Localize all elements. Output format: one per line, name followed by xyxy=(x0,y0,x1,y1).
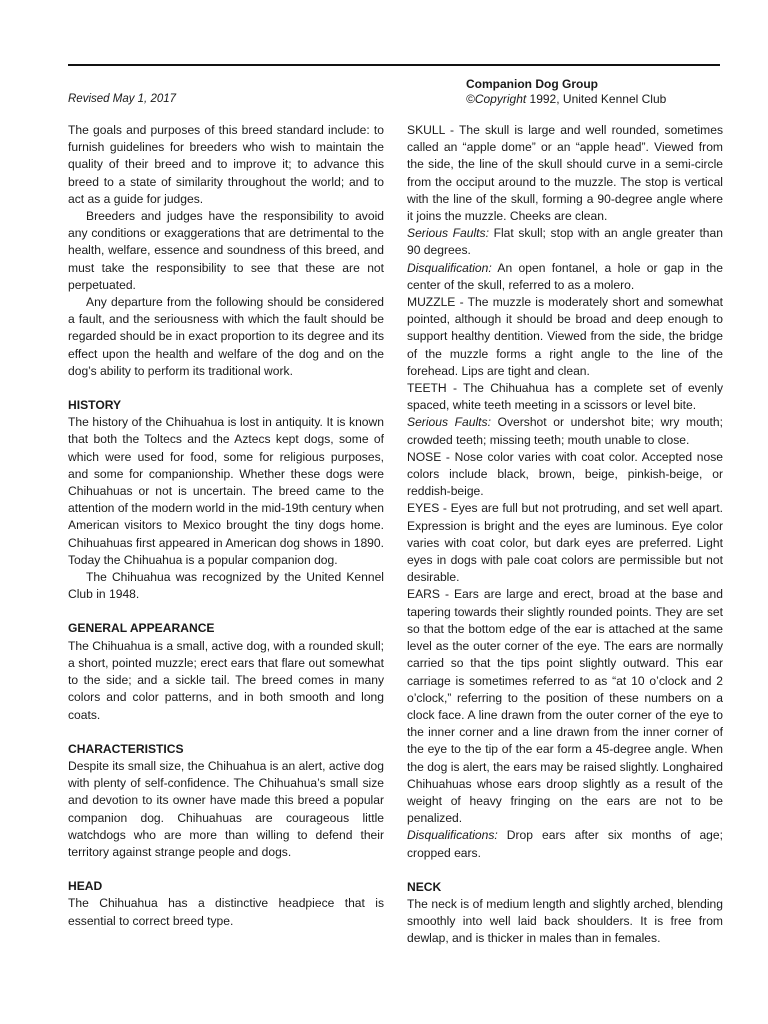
intro-paragraph-2: Breeders and judges have the responsibility to avoid any conditions or exaggerations that are detrimental to the health, welfare, essence and soundness of this breed, and must take the responsibility to see that these are not perpetuated. xyxy=(68,209,384,292)
teeth-faults-label: Serious Faults: xyxy=(407,415,491,430)
teeth-text: TEETH - The Chihuahua has a complete set of evenly spaced, white teeth meeting in a scissors or level bite. xyxy=(407,381,723,413)
teeth-faults xyxy=(407,414,723,448)
ears-disqualifications xyxy=(407,827,723,861)
skull-disq-text: An open fontanel, a hole or gap in the center of the skull, referred to as a molero. xyxy=(407,260,723,292)
muzzle-text: MUZZLE - The muzzle is moderately short and somewhat pointed, although it should be broad and deep enough to support healthy dentition. Viewed from the side, the bridge of the muzzle forms a right angle to the line of the forehead. Lips are tight and clean. xyxy=(407,295,723,378)
intro-paragraph-3: Any departure from the following should be considered a fault, and the seriousness with which the fault should be regarded should be in exact proportion to its degree and its effect upon the health and welfare of the dog and on the dog’s ability to perform its traditional work. xyxy=(68,295,384,378)
neck-heading: NECK xyxy=(407,879,442,894)
right-column xyxy=(407,122,723,948)
intro-paragraph-1: The goals and purposes of this breed standard include: to furnish guidelines for breeders who wish to maintain the quality of their breed and to improve it; to advance this breed to a state of similarity throughout the world; and to act as a guide for judges. xyxy=(68,123,384,206)
history-paragraph-2: The Chihuahua was recognized by the United Kennel Club in 1948. xyxy=(68,570,384,602)
general-appearance-heading: GENERAL APPEARANCE xyxy=(68,621,215,636)
copyright-line xyxy=(466,92,666,107)
group-name: Companion Dog Group xyxy=(466,77,598,91)
general-appearance-text: The Chihuahua is a small, active dog, with a rounded skull; a short, pointed muzzle; erect ears that flare out somewhat to the side; and a sickle tail. The breed comes in many colors and color patterns, and in both smooth and long coats. xyxy=(68,638,384,722)
skull-faults-label: Serious Faults: xyxy=(407,226,489,241)
ears-disq-label: Disqualifications: xyxy=(407,828,498,843)
neck-text: The neck is of medium length and slightly arched, blending smoothly into well laid back shoulders. It is free from dewlap, and is thicker in males than in females. xyxy=(407,896,723,946)
left-column xyxy=(68,122,384,930)
header-group xyxy=(466,77,666,107)
characteristics-text: Despite its small size, the Chihuahua is an alert, active dog with plenty of self-confidence. The Chihuahua’s small size and devotion to its owner have made this breed a popular companion dog. Chihuahuas are courageous little watchdogs who are more than willing to defend their territory against strange people and dogs. xyxy=(68,758,384,859)
skull-faults xyxy=(407,225,723,259)
revision-date: Revised May 1, 2017 xyxy=(68,93,177,105)
ears-text: EARS - Ears are large and erect, broad at the base and tapering towards their slightly rounded points. They are set so that the bottom edge of the ear is attached at the same level as the outer corner of the eye. The ears are normally carried so that the tips point slightly outward. This ear carriage is sometimes referred to as “at 10 o’clock and 2 o’clock,” referring to the position of these numbers on a clock face. A line drawn from the outer corner of the eye to the inner corner and a line drawn from the inner corner of the eye to the tip of the ear form a 45-degree angle. When the dog is alert, the ears may be raised slightly. Longhaired Chihuahuas whose ears droop slightly as a result of the weight of heavy fringing on the ears are not to be penalized. xyxy=(407,587,723,826)
characteristics-heading: CHARACTERISTICS xyxy=(68,741,184,756)
copyright-text: 1992, United Kennel Club xyxy=(526,92,667,106)
eyes-text: EYES - Eyes are full but not protruding, and set well apart. Expression is bright and the eyes are luminous. Eye color varies with coat color, but dark eyes are preferred. Light eyes in dogs with pale coat colors are permissible but not desirable. xyxy=(407,501,723,585)
history-paragraph-1: The history of the Chihuahua is lost in antiquity. It is known that both the Toltecs and the Aztecs kept dogs, some of which were used for food, some for religious purposes, and some for companionship. Whether these dogs were Chihuahuas or not is uncertain. The breed came to the attention of the modern world in the mid-19th century when American visitors to Mexico brought the tiny dogs home. Chihuahuas first appeared in American dog shows in 1890. Today the Chihuahua is a popular companion dog. xyxy=(68,415,384,567)
skull-faults-text: Flat skull; stop with an angle greater than 90 degrees. xyxy=(407,226,723,258)
copyright-label: ©Copyright xyxy=(466,92,527,106)
skull-text: SKULL - The skull is large and well rounded, sometimes called an “apple dome” or an “apple head”. Viewed from the side, the line of the skull should curve in a semi-circle from the occiput around to the muzzle. The stop is vertical with the line of the skull, forming a 90-degree angle where it joins the muzzle. Cheeks are clean. xyxy=(407,123,723,224)
skull-disq-label: Disqualification: xyxy=(407,260,492,275)
top-rule xyxy=(68,64,720,66)
skull-disqualification xyxy=(407,260,723,294)
head-text: The Chihuahua has a distinctive headpiece that is essential to correct breed type. xyxy=(68,896,384,928)
head-heading: HEAD xyxy=(68,879,103,894)
nose-text: NOSE - Nose color varies with coat color. Accepted nose colors include black, brown, beige, pinkish-beige, or reddish-beige. xyxy=(407,449,723,499)
ears-disq-text: Drop ears after six months of age; cropped ears. xyxy=(407,828,723,860)
teeth-faults-text: Overshot or undershot bite; wry mouth; crowded teeth; missing teeth; mouth unable to close. xyxy=(407,415,723,447)
history-heading: HISTORY xyxy=(68,398,122,413)
